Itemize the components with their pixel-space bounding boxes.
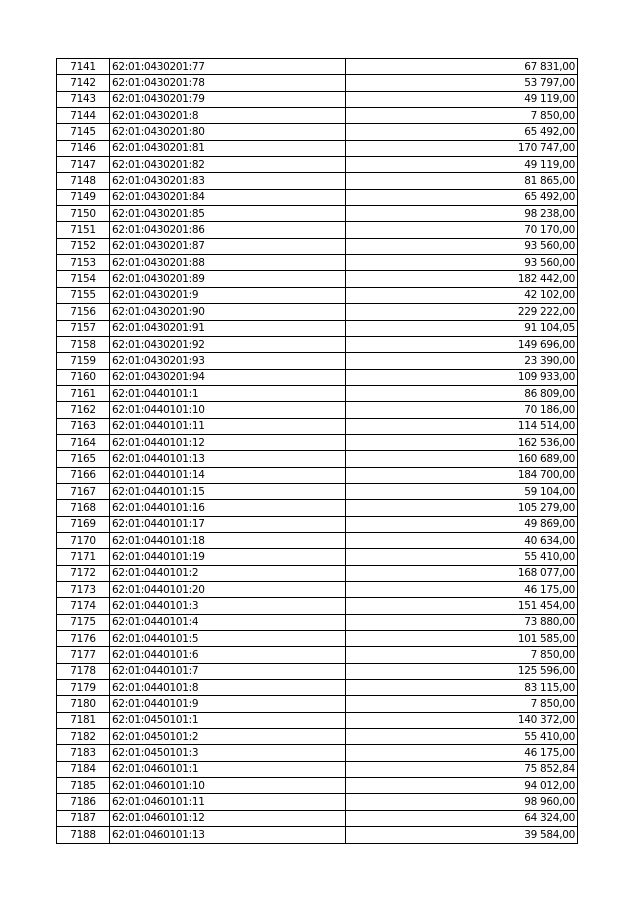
cadastral-number-cell: 62:01:0440101:14	[110, 467, 346, 483]
cadastral-number-cell: 62:01:0430201:93	[110, 353, 346, 369]
cadastral-number-cell: 62:01:0440101:9	[110, 696, 346, 712]
table-body	[57, 59, 578, 844]
table-row	[57, 206, 578, 222]
cadastral-number-cell: 62:01:0430201:9	[110, 287, 346, 303]
cadastral-value-cell: 39 584,00	[346, 827, 578, 843]
table-row	[57, 761, 578, 777]
table-row	[57, 140, 578, 156]
row-number-cell: 7151	[57, 222, 110, 238]
table-row	[57, 222, 578, 238]
cadastral-value-cell: 105 279,00	[346, 500, 578, 516]
row-number-cell: 7174	[57, 598, 110, 614]
cadastral-value-cell: 140 372,00	[346, 712, 578, 728]
cadastral-value-cell: 46 175,00	[346, 582, 578, 598]
row-number-cell: 7164	[57, 434, 110, 450]
cadastral-value-cell: 42 102,00	[346, 287, 578, 303]
cadastral-number-cell: 62:01:0430201:91	[110, 320, 346, 336]
cadastral-value-cell: 229 222,00	[346, 304, 578, 320]
table-row	[57, 565, 578, 581]
table-row	[57, 434, 578, 450]
table-row	[57, 124, 578, 140]
row-number-cell: 7184	[57, 761, 110, 777]
table-row	[57, 451, 578, 467]
cadastral-value-cell: 109 933,00	[346, 369, 578, 385]
row-number-cell: 7141	[57, 59, 110, 75]
cadastral-value-cell: 65 492,00	[346, 124, 578, 140]
cadastral-value-cell: 70 186,00	[346, 402, 578, 418]
cadastral-number-cell: 62:01:0430201:88	[110, 255, 346, 271]
cadastral-value-cell: 125 596,00	[346, 663, 578, 679]
cadastral-value-cell: 7 850,00	[346, 108, 578, 124]
table-row	[57, 238, 578, 254]
row-number-cell: 7177	[57, 647, 110, 663]
row-number-cell: 7157	[57, 320, 110, 336]
row-number-cell: 7145	[57, 124, 110, 140]
table-row	[57, 614, 578, 630]
cadastral-number-cell: 62:01:0430201:78	[110, 75, 346, 91]
cadastral-number-cell: 62:01:0440101:11	[110, 418, 346, 434]
table-row	[57, 287, 578, 303]
row-number-cell: 7175	[57, 614, 110, 630]
cadastral-number-cell: 62:01:0430201:92	[110, 336, 346, 352]
row-number-cell: 7169	[57, 516, 110, 532]
cadastral-number-cell: 62:01:0440101:6	[110, 647, 346, 663]
row-number-cell: 7178	[57, 663, 110, 679]
cadastral-value-cell: 162 536,00	[346, 434, 578, 450]
cadastral-number-cell: 62:01:0440101:1	[110, 385, 346, 401]
cadastral-value-cell: 23 390,00	[346, 353, 578, 369]
cadastral-number-cell: 62:01:0440101:12	[110, 434, 346, 450]
row-number-cell: 7155	[57, 287, 110, 303]
row-number-cell: 7173	[57, 582, 110, 598]
cadastral-number-cell: 62:01:0440101:3	[110, 598, 346, 614]
cadastral-value-cell: 49 119,00	[346, 91, 578, 107]
cadastral-number-cell: 62:01:0460101:10	[110, 778, 346, 794]
table-row	[57, 418, 578, 434]
table-row	[57, 402, 578, 418]
cadastral-value-cell: 170 747,00	[346, 140, 578, 156]
cadastral-number-cell: 62:01:0460101:11	[110, 794, 346, 810]
cadastral-value-cell: 114 514,00	[346, 418, 578, 434]
table-row	[57, 810, 578, 826]
row-number-cell: 7143	[57, 91, 110, 107]
row-number-cell: 7147	[57, 157, 110, 173]
row-number-cell: 7165	[57, 451, 110, 467]
data-table	[56, 58, 578, 844]
row-number-cell: 7149	[57, 189, 110, 205]
cadastral-number-cell: 62:01:0440101:20	[110, 582, 346, 598]
table-row	[57, 696, 578, 712]
row-number-cell: 7168	[57, 500, 110, 516]
table-row	[57, 255, 578, 271]
table-row	[57, 680, 578, 696]
row-number-cell: 7160	[57, 369, 110, 385]
cadastral-number-cell: 62:01:0460101:12	[110, 810, 346, 826]
table-row	[57, 173, 578, 189]
cadastral-number-cell: 62:01:0460101:13	[110, 827, 346, 843]
row-number-cell: 7162	[57, 402, 110, 418]
row-number-cell: 7142	[57, 75, 110, 91]
cadastral-value-cell: 7 850,00	[346, 696, 578, 712]
row-number-cell: 7167	[57, 483, 110, 499]
cadastral-value-cell: 67 831,00	[346, 59, 578, 75]
row-number-cell: 7144	[57, 108, 110, 124]
cadastral-value-cell: 46 175,00	[346, 745, 578, 761]
cadastral-number-cell: 62:01:0430201:8	[110, 108, 346, 124]
row-number-cell: 7172	[57, 565, 110, 581]
table-row	[57, 157, 578, 173]
table-row	[57, 320, 578, 336]
cadastral-value-cell: 40 634,00	[346, 532, 578, 548]
cadastral-number-cell: 62:01:0430201:81	[110, 140, 346, 156]
table-row	[57, 631, 578, 647]
cadastral-value-cell: 7 850,00	[346, 647, 578, 663]
table-row	[57, 59, 578, 75]
cadastral-value-cell: 73 880,00	[346, 614, 578, 630]
table-row	[57, 336, 578, 352]
table-row	[57, 500, 578, 516]
cadastral-value-cell: 81 865,00	[346, 173, 578, 189]
row-number-cell: 7179	[57, 680, 110, 696]
cadastral-value-cell: 91 104,05	[346, 320, 578, 336]
row-number-cell: 7156	[57, 304, 110, 320]
row-number-cell: 7182	[57, 729, 110, 745]
table-row	[57, 794, 578, 810]
table-row	[57, 369, 578, 385]
cadastral-number-cell: 62:01:0430201:87	[110, 238, 346, 254]
row-number-cell: 7158	[57, 336, 110, 352]
table-row	[57, 467, 578, 483]
cadastral-value-cell: 160 689,00	[346, 451, 578, 467]
cadastral-value-cell: 98 960,00	[346, 794, 578, 810]
cadastral-value-cell: 149 696,00	[346, 336, 578, 352]
table-row	[57, 582, 578, 598]
row-number-cell: 7166	[57, 467, 110, 483]
cadastral-number-cell: 62:01:0430201:94	[110, 369, 346, 385]
row-number-cell: 7176	[57, 631, 110, 647]
table-row	[57, 304, 578, 320]
row-number-cell: 7150	[57, 206, 110, 222]
table-row	[57, 647, 578, 663]
table-row	[57, 108, 578, 124]
table-row	[57, 91, 578, 107]
table-row	[57, 549, 578, 565]
row-number-cell: 7146	[57, 140, 110, 156]
cadastral-number-cell: 62:01:0430201:79	[110, 91, 346, 107]
cadastral-number-cell: 62:01:0440101:16	[110, 500, 346, 516]
cadastral-number-cell: 62:01:0430201:89	[110, 271, 346, 287]
cadastral-number-cell: 62:01:0440101:17	[110, 516, 346, 532]
cadastral-number-cell: 62:01:0440101:5	[110, 631, 346, 647]
row-number-cell: 7159	[57, 353, 110, 369]
table-row	[57, 712, 578, 728]
cadastral-value-cell: 168 077,00	[346, 565, 578, 581]
cadastral-number-cell: 62:01:0440101:13	[110, 451, 346, 467]
row-number-cell: 7171	[57, 549, 110, 565]
cadastral-value-cell: 93 560,00	[346, 255, 578, 271]
table-row	[57, 729, 578, 745]
table-row	[57, 385, 578, 401]
row-number-cell: 7148	[57, 173, 110, 189]
table-row	[57, 778, 578, 794]
cadastral-number-cell: 62:01:0440101:7	[110, 663, 346, 679]
cadastral-value-cell: 151 454,00	[346, 598, 578, 614]
cadastral-number-cell: 62:01:0440101:19	[110, 549, 346, 565]
cadastral-value-cell: 64 324,00	[346, 810, 578, 826]
cadastral-number-cell: 62:01:0430201:84	[110, 189, 346, 205]
cadastral-value-cell: 93 560,00	[346, 238, 578, 254]
cadastral-number-cell: 62:01:0440101:15	[110, 483, 346, 499]
cadastral-number-cell: 62:01:0440101:8	[110, 680, 346, 696]
cadastral-value-cell: 86 809,00	[346, 385, 578, 401]
row-number-cell: 7186	[57, 794, 110, 810]
cadastral-value-cell: 53 797,00	[346, 75, 578, 91]
cadastral-number-cell: 62:01:0430201:82	[110, 157, 346, 173]
row-number-cell: 7185	[57, 778, 110, 794]
row-number-cell: 7188	[57, 827, 110, 843]
table-row	[57, 532, 578, 548]
row-number-cell: 7183	[57, 745, 110, 761]
cadastral-value-cell: 101 585,00	[346, 631, 578, 647]
table-row	[57, 353, 578, 369]
table-row	[57, 483, 578, 499]
cadastral-number-cell: 62:01:0430201:86	[110, 222, 346, 238]
cadastral-value-cell: 49 869,00	[346, 516, 578, 532]
cadastral-value-cell: 75 852,84	[346, 761, 578, 777]
table-row	[57, 75, 578, 91]
table-row	[57, 598, 578, 614]
cadastral-number-cell: 62:01:0440101:4	[110, 614, 346, 630]
cadastral-number-cell: 62:01:0430201:85	[110, 206, 346, 222]
cadastral-number-cell: 62:01:0440101:10	[110, 402, 346, 418]
table-row	[57, 516, 578, 532]
row-number-cell: 7154	[57, 271, 110, 287]
cadastral-number-cell: 62:01:0450101:3	[110, 745, 346, 761]
row-number-cell: 7181	[57, 712, 110, 728]
row-number-cell: 7163	[57, 418, 110, 434]
cadastral-number-cell: 62:01:0430201:90	[110, 304, 346, 320]
cadastral-value-cell: 94 012,00	[346, 778, 578, 794]
cadastral-number-cell: 62:01:0440101:18	[110, 532, 346, 548]
cadastral-value-cell: 59 104,00	[346, 483, 578, 499]
row-number-cell: 7161	[57, 385, 110, 401]
cadastral-number-cell: 62:01:0460101:1	[110, 761, 346, 777]
cadastral-value-cell: 83 115,00	[346, 680, 578, 696]
cadastral-value-cell: 70 170,00	[346, 222, 578, 238]
cadastral-value-cell: 182 442,00	[346, 271, 578, 287]
row-number-cell: 7153	[57, 255, 110, 271]
cadastral-number-cell: 62:01:0430201:80	[110, 124, 346, 140]
cadastral-value-cell: 55 410,00	[346, 729, 578, 745]
cadastral-value-cell: 184 700,00	[346, 467, 578, 483]
cadastral-number-cell: 62:01:0440101:2	[110, 565, 346, 581]
table-row	[57, 745, 578, 761]
cadastral-number-cell: 62:01:0430201:77	[110, 59, 346, 75]
cadastral-number-cell: 62:01:0450101:2	[110, 729, 346, 745]
table-row	[57, 827, 578, 843]
table-row	[57, 271, 578, 287]
row-number-cell: 7187	[57, 810, 110, 826]
cadastral-number-cell: 62:01:0450101:1	[110, 712, 346, 728]
table-row	[57, 663, 578, 679]
row-number-cell: 7180	[57, 696, 110, 712]
row-number-cell: 7152	[57, 238, 110, 254]
cadastral-value-cell: 65 492,00	[346, 189, 578, 205]
cadastral-value-cell: 55 410,00	[346, 549, 578, 565]
cadastral-value-cell: 98 238,00	[346, 206, 578, 222]
row-number-cell: 7170	[57, 532, 110, 548]
cadastral-number-cell: 62:01:0430201:83	[110, 173, 346, 189]
table-row	[57, 189, 578, 205]
cadastral-value-cell: 49 119,00	[346, 157, 578, 173]
